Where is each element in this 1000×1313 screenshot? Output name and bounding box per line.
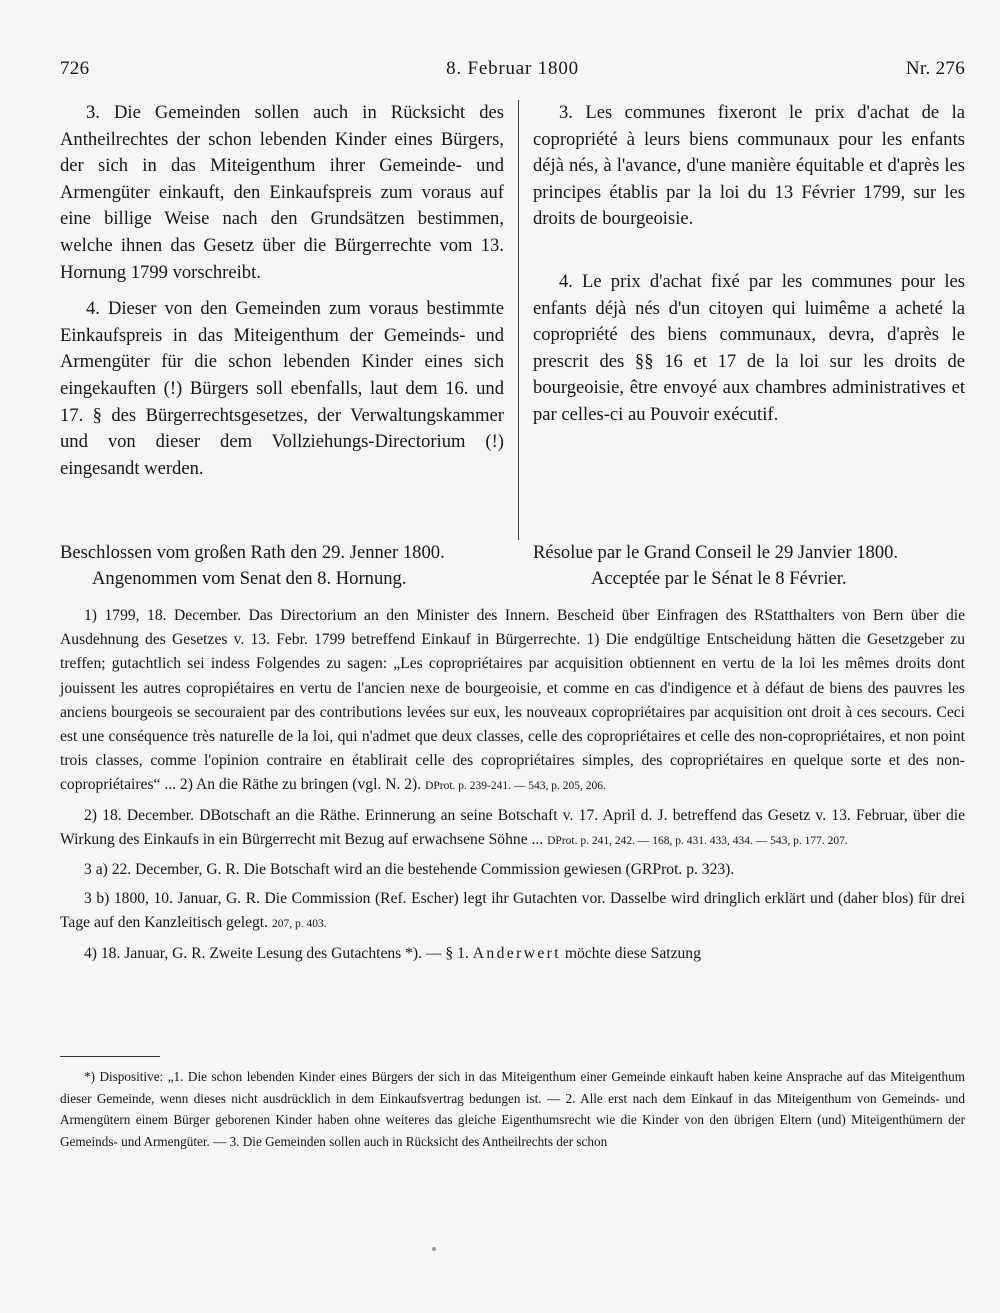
note-3b — [60, 887, 965, 936]
column-divider — [518, 100, 519, 540]
note-4-text: 4) 18. Januar, G. R. Zweite Lesung des Gutachtens *). — § 1. — [84, 944, 469, 962]
note-3a-text: 3 a) 22. December, G. R. Die Botschaft wird an die bestehende Commission gewiesen (GRProt. p. 323). — [84, 861, 735, 879]
document-number: Nr. 276 — [905, 58, 965, 79]
french-accepted-line: Acceptée par le Sénat le 8 Février. — [591, 568, 847, 589]
french-paragraph-4: 4. Le prix d'achat fixé par les communes pour les enfants déjà nés d'un citoyen qui luimême a acheté la copropriété des biens communaux, devra, d'après le prescrit des §§ 16 et 17 de la loi sur les droits de bourgeoisie, être envoyé aux chambres administratives et par celles-ci au Pouvoir exécutif. — [533, 270, 965, 425]
german-paragraph-3: 3. Die Gemeinden sollen auch in Rücksicht des Antheilrechtes der schon lebenden Kinder eines Bürgers, der sich in das Miteigenthum ihrer Gemeinde- und Armengüter einkauft, den Einkaufspreis zum voraus auf eine billige Weise nach den Grundsätzen bestimmen, welche ihnen das Gesetz über die Bürgerrechte vom 13. Hornung 1799 vorschreibt. — [60, 102, 504, 283]
note-4-rest: möchte diese Satzung — [564, 944, 701, 962]
scan-speck — [432, 1247, 436, 1251]
german-resolved-line: Beschlossen vom großen Rath den 29. Jenner 1800. — [60, 542, 445, 563]
note-1-text: 1) 1799, 18. December. Das Directorium an den Minister des Innern. Bescheid über Einfragen des RStatthalters von Bern über die Ausdehnung des Gesetzes v. 13. Febr. 1799 betreffend Einkauf in Bürgerrechte. 1) Die endgültige Entscheidung hätten die Gesetzgeber zu treffen; gutachtlich sei indess Folgendes zu sagen: „Les copropriétaires par acquisition obtiennent en vertu de la loi les mêmes droits dont jouissent les autres copropiétaires en vertu de l'ancien nexe de bourgeoisie, et comme en cas d'indigence et à défaut de biens des pauvres les anciens bourgeois se secouraient par des contributions levées sur eux, les nouveaux copropriétaires par acquisition ont droit à ces secours. Ceci est une conséquence très naturelle de la loi, qui n'admet que deux classes, celle des copropriétaires et celle des non-copropriétaires, et non point trois classes, comme l'opinion contraire en établirait celle des copropriétaires simples, des copropriétaires en quelque sorte et des non-copropriétaires“ ... 2) An die Räthe zu bringen (vgl. N. 2). — [60, 607, 965, 794]
footnote-rule — [60, 1056, 160, 1057]
footnote — [60, 1066, 965, 1152]
editorial-notes — [60, 604, 965, 971]
page-header — [60, 58, 965, 86]
german-paragraph-4: 4. Dieser von den Gemeinden zum voraus bestimmte Einkaufspreis in das Miteigenthum der Gemeinds- und Armengüter für die schon lebenden Kinder eines sich eingekauften (!) Bürgers soll ebenfalls, laut dem 16. und 17. § des Bürgerrechtsgesetzes, der Verwaltungskammer und von dieser dem Vollziehungs-Directorium (!) eingesandt werden. — [60, 298, 504, 479]
note-4-spaced-word: Anderwert — [472, 944, 561, 962]
note-3a — [60, 858, 965, 882]
note-2-text: 2) 18. December. DBotschaft an die Räthe. Erinnerung an seine Botschaft v. 17. April d. J. betreffend das Gesetz v. 13. Februar, über die Wirkung des Einkaufs in ein Bürgerrecht mit Bezug auf erwachsene Söhne ... — [60, 806, 965, 848]
note-1-citation: DProt. p. 239-241. — 543, p. 205, 206. — [425, 780, 606, 793]
german-column — [60, 100, 504, 482]
note-1 — [60, 604, 965, 799]
note-3b-text: 3 b) 1800, 10. Januar, G. R. Die Commission (Ref. Escher) legt ihr Gutachten vor. Dasselbe wird dringlich erklärt und (daher blos) für drei Tage auf den Kanzleitisch gelegt. — [60, 890, 965, 932]
page-number: 726 — [60, 58, 90, 79]
footnote-text: *) Dispositive: „1. Die schon lebenden Kinder eines Bürgers der sich in das Miteigenthum einer Gemeinde einkauft haben keine Ansprache auf das Miteigenthum dieser Gemeinde, wenn dieses nicht ausdrücklich in dem Einkaufsvertrag bedungen ist. — 2. Alle erst nach dem Einkauf in das Miteigenthum von Gemeinds- und Armengütern einem Bürger geborenen Kinder haben ohne weiteres das gleiche Eigenthumsrecht wie die Kinder von den übrigen Eltern (und) Miteigenthümern der Gemeinds- und Armengüter. — 3. Die Gemeinden sollen auch in Rücksicht des Antheilrechts der schon — [60, 1069, 965, 1149]
note-4 — [60, 942, 965, 966]
french-resolved-line: Résolue par le Grand Conseil le 29 Janvier 1800. — [533, 542, 899, 563]
note-2-citation: DProt. p. 241, 242. — 168, p. 431. 433, 434. — 543, p. 177. 207. — [547, 834, 848, 847]
header-date: 8. Februar 1800 — [446, 58, 579, 79]
french-resolution — [533, 540, 965, 592]
note-3b-citation: 207, p. 403. — [271, 918, 327, 931]
french-paragraph-3: 3. Les communes fixeront le prix d'achat de la copropriété à leurs biens communaux pour les enfants déjà nés, à l'avance, d'une manière équitable et d'après les principes établis par la loi du 13 Février 1799, sur les droits de bourgeoisie. — [533, 102, 965, 230]
german-accepted-line: Angenommen vom Senat den 8. Hornung. — [92, 568, 407, 589]
german-resolution — [60, 540, 515, 592]
french-column — [533, 100, 965, 429]
note-2 — [60, 804, 965, 853]
